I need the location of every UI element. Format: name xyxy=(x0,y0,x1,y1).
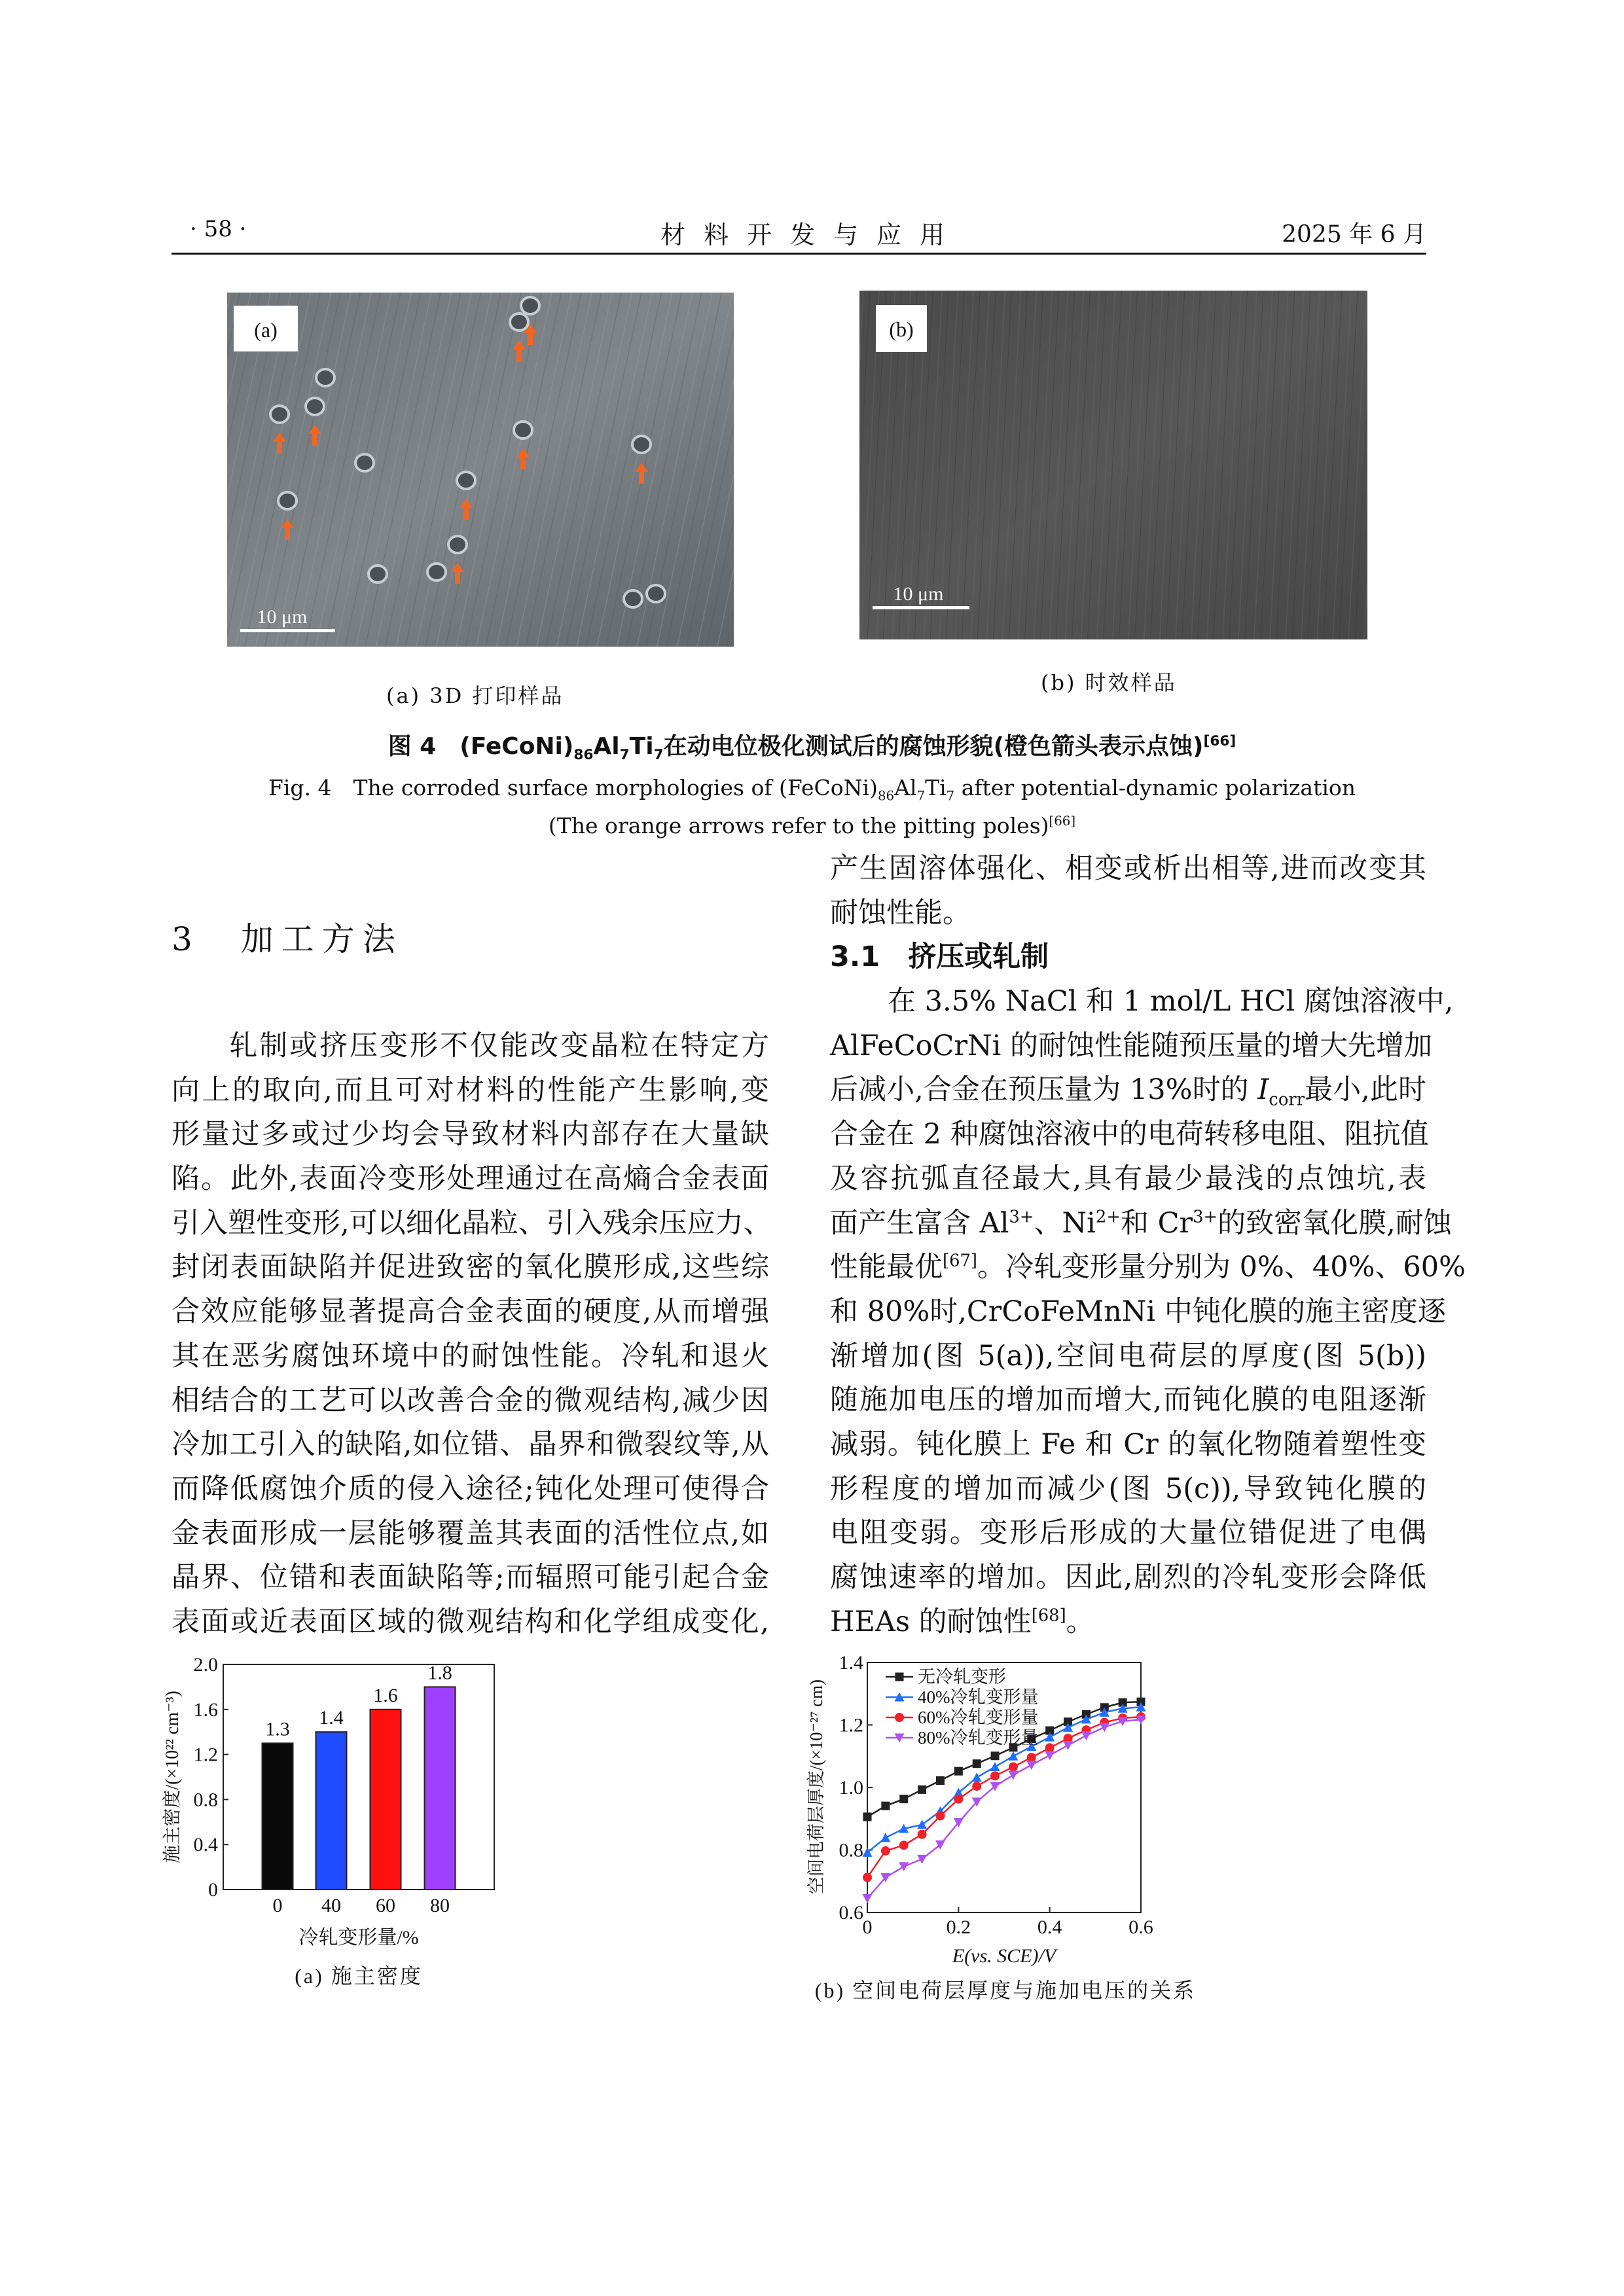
text-run: 金表面形成一层能够覆盖其表面的活性位点,如 xyxy=(171,1516,769,1550)
legend-label: 60%冷轧变形量 xyxy=(918,1708,1039,1727)
y-tick-label: 1.6 xyxy=(193,1698,218,1721)
sub-text: corr xyxy=(1269,1090,1305,1111)
y-tick-label: 2.0 xyxy=(193,1654,218,1676)
data-point xyxy=(899,1795,908,1803)
text-run: 腐蚀速率的增加。因此,剧烈的冷轧变形会降低 xyxy=(830,1561,1426,1594)
data-point xyxy=(899,1862,909,1871)
data-point xyxy=(1026,1761,1036,1770)
data-point xyxy=(990,1771,1000,1780)
journal-title: 材料开发与应用 xyxy=(660,221,963,249)
sub-text: 7 xyxy=(946,788,955,804)
x-tick-label: 60 xyxy=(376,1895,395,1916)
text-run: 相结合的工艺可以改善合金的微观结构,减少因 xyxy=(171,1384,769,1417)
text-run: 渐增加(图 5(a)),空间电荷层的厚度(图 5(b)) xyxy=(830,1339,1426,1372)
i-text: I xyxy=(1257,1073,1269,1107)
y-tick-label: 0.8 xyxy=(839,1839,863,1861)
x-tick-label: 40 xyxy=(321,1895,341,1916)
text-run: 在 3.5% NaCl 和 1 mol/L HCl 腐蚀溶液中, xyxy=(888,985,1454,1018)
text-run: 轧制或挤压变形不仅能改变晶粒在特定方 xyxy=(229,1030,769,1062)
text-run: 陷。此外,表面冷变形处理通过在高熵合金表面 xyxy=(171,1162,769,1196)
text-run: Al xyxy=(894,775,917,800)
data-point xyxy=(880,1833,890,1842)
y-axis-label: 施主密度/(×10²² cm⁻³) xyxy=(162,1691,183,1863)
legend-label: 无冷轧变形 xyxy=(918,1667,1006,1687)
data-point xyxy=(918,1830,927,1839)
text-run: (The orange arrows refer to the pitting poles) xyxy=(548,813,1049,838)
text-run: AlFeCoCrNi 的耐蚀性能随预压量的增大先增加 xyxy=(830,1029,1433,1062)
issue-date: 2025 年 6 月 xyxy=(1282,221,1426,248)
page-number: · 58 · xyxy=(190,216,247,242)
subcaption-a: (a) 3D 打印样品 xyxy=(386,683,564,708)
bar-value-label: 1.8 xyxy=(427,1662,452,1684)
sub-text: 86 xyxy=(877,788,895,804)
scale-label: 10 μm xyxy=(257,606,308,628)
subcaption-b: (b) 时效样品 xyxy=(1041,670,1177,695)
sub-text: 86 xyxy=(573,747,594,764)
text-run: 3.1 挤压或轧制 xyxy=(830,941,1049,974)
x-tick-label: 0.6 xyxy=(1128,1916,1153,1938)
text-run: 性能最优 xyxy=(830,1251,943,1284)
data-point xyxy=(918,1785,926,1794)
text-run: 耐蚀性能。 xyxy=(830,896,971,929)
bar-value-label: 1.6 xyxy=(373,1684,398,1706)
text-run: 晶界、位错和表面缺陷等;而辐照可能引起合金 xyxy=(171,1561,769,1594)
legend-label: 40%冷轧变形量 xyxy=(918,1687,1039,1707)
text-run: 引入塑性变形,可以细化晶粒、引入残余压应力、 xyxy=(171,1206,772,1240)
text-run: 向上的取向,而且可对材料的性能产生影响,变 xyxy=(171,1073,769,1107)
text-run: 而降低腐蚀介质的侵入途径;钝化处理可使得合 xyxy=(171,1472,769,1505)
data-point xyxy=(1063,1741,1073,1750)
bar-value-label: 1.3 xyxy=(265,1718,290,1740)
text-run: 随施加电压的增加而增大,而钝化膜的电阻逐渐 xyxy=(830,1384,1426,1417)
text-run: 减弱。钝化膜上 Fe 和 Cr 的氧化物随着塑性变 xyxy=(830,1427,1426,1461)
data-point xyxy=(1008,1751,1018,1761)
y-tick-label: 0.4 xyxy=(193,1834,218,1856)
text-run: Ti xyxy=(925,775,947,800)
data-point xyxy=(863,1894,873,1903)
data-point xyxy=(1009,1762,1018,1771)
x-tick-label: 0.4 xyxy=(1037,1916,1062,1938)
data-point xyxy=(935,1811,945,1820)
text-run: 和 80%时,CrCoFeMnNi 中钝化膜的施主密度逐 xyxy=(830,1295,1446,1328)
text-run: 形程度的增加而减少(图 5(c)),导致钝化膜的 xyxy=(830,1472,1426,1505)
data-point xyxy=(863,1812,872,1821)
x-axis-label: E(vs. SCE)/V xyxy=(952,1945,1056,1967)
sup-text: 2+ xyxy=(1095,1207,1121,1227)
text-run: 及容抗弧直径最大,具有最少最浅的点蚀坑,表 xyxy=(830,1162,1426,1195)
data-point xyxy=(881,1846,890,1856)
data-point xyxy=(899,1840,909,1850)
text-run: Ti xyxy=(629,733,654,760)
text-run: 图 4 (FeCoNi) xyxy=(388,733,574,760)
y-tick-label: 0.6 xyxy=(839,1902,863,1924)
y-tick-label: 0 xyxy=(208,1879,218,1901)
legend-label: 80%冷轧变形量 xyxy=(918,1728,1039,1748)
y-tick-label: 1.0 xyxy=(839,1777,863,1799)
text-run: 。冷轧变形量分别为 0%、40%、60% xyxy=(977,1251,1466,1284)
sup-text: [67] xyxy=(943,1251,977,1271)
data-point xyxy=(895,1713,904,1722)
subcaption-5a: (a) 施主密度 xyxy=(295,1964,423,1988)
text-run: 和 Cr xyxy=(1120,1206,1193,1240)
x-tick-label: 0 xyxy=(862,1916,873,1938)
text-run: 冷加工引入的缺陷,如位错、晶界和微裂纹等,从 xyxy=(171,1428,769,1462)
data-point xyxy=(1008,1770,1018,1780)
x-axis-label: 冷轧变形量/% xyxy=(298,1927,419,1948)
text-run: HEAs 的耐蚀性 xyxy=(830,1605,1032,1638)
text-run: 产生固溶体强化、相变或析出相等,进而改变其 xyxy=(830,852,1426,885)
panel-tag: (b) xyxy=(889,317,914,341)
text-run: Fig. 4 The corroded surface morphologies of (FeCoNi) xyxy=(268,775,878,800)
data-point xyxy=(954,1767,963,1776)
subcaption-5b: (b) 空间电荷层厚度与施加电压的关系 xyxy=(814,1979,1197,2002)
data-point xyxy=(1045,1743,1055,1752)
bar xyxy=(316,1732,347,1890)
sup-text: [66] xyxy=(1203,733,1236,749)
data-point xyxy=(936,1776,945,1785)
y-tick-label: 1.2 xyxy=(839,1714,863,1736)
bar-value-label: 1.4 xyxy=(319,1707,344,1729)
sup-text: 3+ xyxy=(1193,1207,1218,1227)
text-run: 形量过多或过少均会导致材料内部存在大量缺 xyxy=(171,1118,769,1151)
data-point xyxy=(990,1762,1000,1771)
bar xyxy=(370,1710,401,1890)
bar xyxy=(262,1743,293,1890)
sup-text: 3+ xyxy=(1009,1207,1034,1227)
data-point xyxy=(895,1673,904,1681)
text-run: 的致密氧化膜,耐蚀 xyxy=(1218,1206,1452,1240)
text-run: 合效应能够显著提高合金表面的硬度,从而增强 xyxy=(171,1295,769,1329)
x-tick-label: 0.2 xyxy=(946,1916,971,1938)
data-point xyxy=(881,1802,890,1810)
data-point xyxy=(1100,1723,1110,1732)
sub-text: 7 xyxy=(916,788,926,804)
bar xyxy=(425,1687,456,1890)
y-tick-label: 1.2 xyxy=(193,1744,218,1766)
data-point xyxy=(954,1795,963,1804)
text-run: 、Ni xyxy=(1034,1206,1096,1240)
text-run: 表面或近表面区域的微观结构和化学组成变化, xyxy=(171,1605,769,1638)
panel-tag: (a) xyxy=(254,318,278,342)
text-run: Al xyxy=(593,733,620,760)
text-run: 最小,此时 xyxy=(1305,1073,1426,1107)
section-heading: 3 加工方法 xyxy=(171,920,403,958)
sub-text: 7 xyxy=(619,747,630,764)
text-run: 后减小,合金在预压量为 13%时的 xyxy=(830,1073,1258,1107)
sub-text: 7 xyxy=(653,747,664,764)
x-tick-label: 0 xyxy=(272,1895,283,1916)
sup-text: [66] xyxy=(1049,814,1076,829)
x-tick-label: 80 xyxy=(430,1895,450,1916)
data-point xyxy=(1081,1731,1091,1740)
text-run: 其在恶劣腐蚀环境中的耐蚀性能。冷轧和退火 xyxy=(171,1339,769,1372)
data-point xyxy=(1027,1753,1036,1762)
text-run: 合金在 2 种腐蚀溶液中的电荷转移电阻、阻抗值 xyxy=(830,1118,1429,1151)
data-point xyxy=(917,1855,927,1864)
text-run: 面产生富含 Al xyxy=(830,1206,1009,1240)
text-run: after potential-dynamic polarization xyxy=(954,775,1356,800)
y-tick-label: 0.8 xyxy=(193,1789,218,1811)
sup-text: [68] xyxy=(1031,1605,1066,1626)
y-axis-label: 空间电荷层厚度/(×10⁻²⁷ cm) xyxy=(806,1679,826,1895)
data-point xyxy=(1045,1751,1055,1760)
text-run: 在动电位极化测试后的腐蚀形貌(橙色箭头表示点蚀) xyxy=(663,733,1204,760)
text-run: 。 xyxy=(1066,1605,1094,1638)
data-point xyxy=(991,1751,1000,1760)
data-point xyxy=(972,1782,981,1791)
text-run: 电阻变弱。变形后形成的大量位错促进了电偶 xyxy=(830,1516,1426,1550)
y-tick-label: 1.4 xyxy=(839,1652,863,1674)
scale-label: 10 μm xyxy=(893,583,944,605)
text-run: 封闭表面缺陷并促进致密的氧化膜形成,这些综 xyxy=(171,1251,769,1284)
data-point xyxy=(973,1759,981,1768)
data-point xyxy=(863,1873,872,1882)
data-point xyxy=(972,1772,982,1782)
